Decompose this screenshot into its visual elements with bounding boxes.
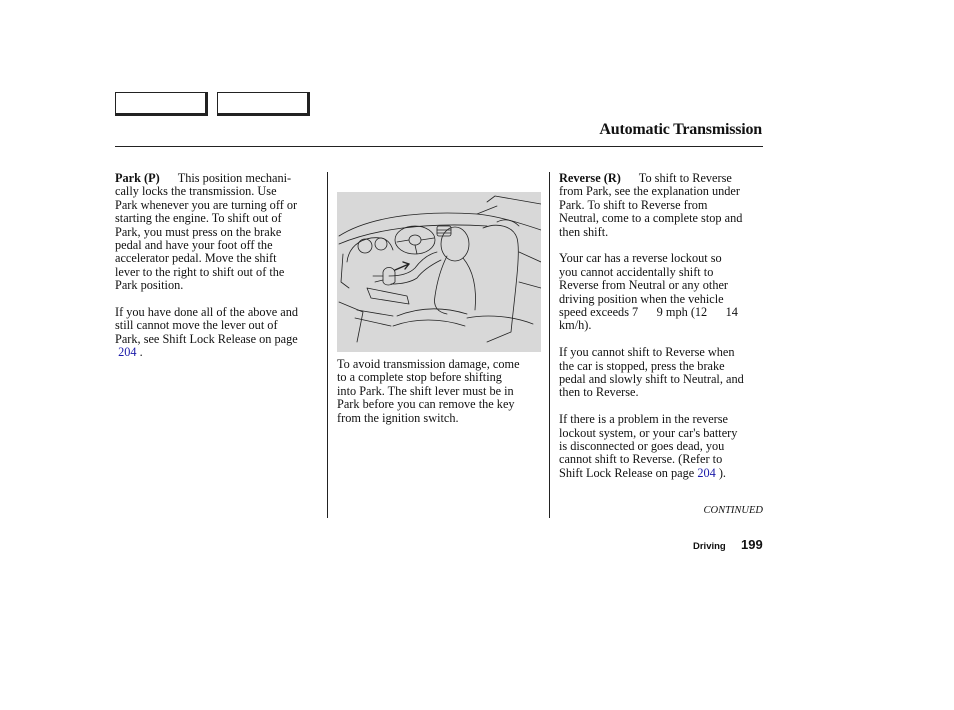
- park-lever-line: If you have done all of the above and: [115, 305, 299, 320]
- page-title: Automatic Transmission: [599, 121, 762, 138]
- park-line: Park whenever you are turning off or: [115, 197, 298, 212]
- park-line: Park, you must press on the brake: [115, 224, 282, 239]
- problem-line: is disconnected or goes dead, you: [559, 439, 725, 454]
- park-heading: Park (P): [115, 171, 160, 185]
- sentence-end: ).: [715, 465, 727, 480]
- title-rule: [115, 146, 763, 147]
- reverse-heading: Reverse (R): [559, 171, 621, 185]
- park-text-start: This position mechani-: [177, 171, 292, 185]
- park-line: Park position.: [115, 278, 184, 293]
- page-link-204[interactable]: 204: [118, 345, 137, 360]
- column-divider-right: [549, 172, 550, 518]
- park-paragraph: [115, 172, 323, 293]
- nav-tab-button-1[interactable]: [115, 92, 208, 116]
- caption-paragraph: [337, 358, 545, 425]
- page-number: 199: [741, 537, 763, 552]
- park-lever-paragraph: [115, 306, 323, 360]
- sentence-end: .: [139, 345, 143, 360]
- lockout-line: you cannot accidentally shift to: [559, 264, 714, 279]
- reverse-line: Neutral, come to a complete stop and: [559, 211, 743, 226]
- page-link-204[interactable]: 204: [697, 465, 716, 480]
- continued-label: CONTINUED: [703, 505, 763, 516]
- problem-line: lockout system, or your car's battery: [559, 425, 738, 440]
- park-lever-line: Park, see Shift Lock Release on page: [115, 331, 298, 346]
- stopped-paragraph: [559, 346, 769, 400]
- stopped-line: then to Reverse.: [559, 385, 639, 400]
- park-line: lever to the right to shift out of the: [115, 264, 285, 279]
- reverse-line: then shift.: [559, 224, 609, 239]
- park-line: pedal and have your foot off the: [115, 238, 273, 253]
- stopped-line: pedal and slowly shift to Neutral, and: [559, 372, 744, 387]
- column-reverse: [559, 172, 769, 494]
- problem-line: cannot shift to Reverse. (Refer to: [559, 452, 723, 467]
- park-line: starting the engine. To shift out of: [115, 211, 282, 226]
- footer-section-name: Driving: [693, 541, 726, 552]
- lockout-line: km/h).: [559, 318, 592, 333]
- column-park: [115, 172, 323, 373]
- lockout-line: Reverse from Neutral or any other: [559, 278, 729, 293]
- stopped-line: the car is stopped, press the brake: [559, 358, 725, 373]
- problem-paragraph: [559, 413, 769, 480]
- driver-shift-illustration: [337, 192, 541, 352]
- problem-line: If there is a problem in the reverse: [559, 412, 729, 427]
- stopped-line: If you cannot shift to Reverse when: [559, 345, 735, 360]
- reverse-text-start: To shift to Reverse: [638, 171, 732, 185]
- column-divider-left: [327, 172, 328, 518]
- park-line: accelerator pedal. Move the shift: [115, 251, 277, 266]
- caption-line: from the ignition switch.: [337, 410, 459, 425]
- park-line: cally locks the transmission. Use: [115, 184, 277, 199]
- column-caption: [337, 358, 545, 438]
- reverse-line: Park. To shift to Reverse from: [559, 197, 708, 212]
- caption-line: To avoid transmission damage, come: [337, 357, 520, 371]
- lockout-line: speed exceeds 7 9 mph (12 14: [559, 305, 738, 320]
- lockout-line: driving position when the vehicle: [559, 291, 724, 306]
- lockout-paragraph: [559, 252, 769, 332]
- caption-line: to a complete stop before shifting: [337, 370, 502, 385]
- caption-line: into Park. The shift lever must be in: [337, 383, 514, 398]
- park-lever-line: still cannot move the lever out of: [115, 318, 278, 333]
- reverse-line: from Park, see the explanation under: [559, 184, 740, 199]
- lockout-line: Your car has a reverse lockout so: [559, 251, 722, 266]
- caption-line: Park before you can remove the key: [337, 397, 515, 412]
- nav-tab-button-2[interactable]: [217, 92, 310, 116]
- reverse-paragraph: [559, 172, 769, 239]
- problem-line: Shift Lock Release on page: [559, 465, 695, 480]
